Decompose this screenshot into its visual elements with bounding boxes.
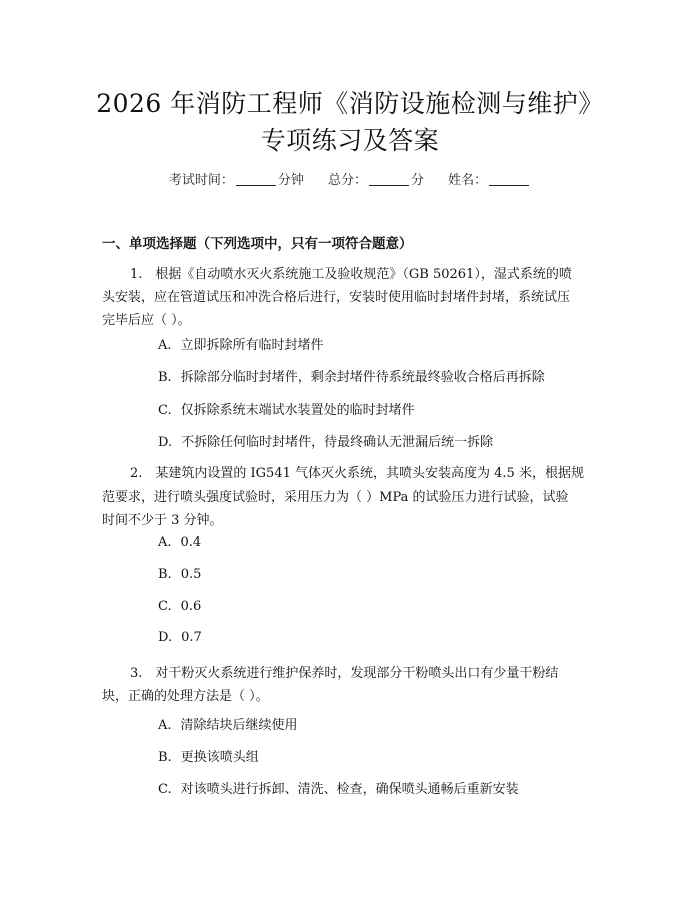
- document-title-line-2: 专项练习及答案: [260, 126, 440, 155]
- option-text: 立即拆除所有临时封堵件: [180, 338, 324, 353]
- question-1-option-a: [158, 334, 324, 353]
- total-score-field: [328, 173, 428, 188]
- option-letter: C.: [158, 403, 172, 418]
- question-1-option-d: [158, 431, 493, 450]
- question-2-option-d: [158, 630, 202, 645]
- total-score-label: 总分：: [327, 173, 367, 188]
- option-text: 对该喷头进行拆卸、清洗、检查，确保喷头通畅后重新安装: [180, 782, 519, 797]
- option-text: 不拆除任何临时封堵件，待最终确认无泄漏后统一拆除: [181, 435, 494, 450]
- option-text: 0.5: [180, 567, 202, 582]
- name-field: [448, 173, 531, 188]
- question-2-line-2: 范要求，进行喷头强度试验时，采用压力为（ ）MPa 的试验压力进行试验，试验: [102, 490, 569, 505]
- name-label: 姓名：: [448, 173, 488, 188]
- option-letter: D.: [158, 435, 173, 450]
- question-1-line-3: 完毕后应（ ）。: [102, 313, 191, 328]
- total-score-unit: 分: [411, 173, 425, 188]
- exam-time-unit: 分钟: [277, 173, 304, 188]
- option-text: 清除结块后继续使用: [180, 718, 298, 733]
- option-text: 更换该喷头组: [180, 750, 259, 765]
- exam-time-label: 考试时间：: [168, 173, 234, 188]
- option-text: 仅拆除系统末端试水装置处的临时封堵件: [180, 403, 415, 418]
- question-3-option-b: [158, 746, 259, 765]
- exam-info-row: [0, 169, 700, 188]
- option-letter: A.: [158, 338, 172, 353]
- option-text: 拆除部分临时封堵件，剩余封堵件待系统最终验收合格后再拆除: [180, 370, 545, 385]
- question-2-option-a: [158, 535, 201, 550]
- option-letter: A.: [158, 535, 172, 550]
- question-2-line-1: 2. 某建筑内设置的 IG541 气体灭火系统，其喷头安装高度为 4.5 米，根据规: [130, 466, 584, 481]
- question-3-option-c: [158, 778, 519, 797]
- option-text: 0.4: [180, 535, 202, 550]
- option-letter: B.: [158, 750, 172, 765]
- option-text: 0.7: [181, 630, 202, 645]
- question-1-line-2: 头安装，应在管道试压和冲洗合格后进行，安装时使用临时封堵件封堵，系统试压: [102, 290, 571, 305]
- option-letter: C.: [158, 599, 172, 614]
- option-letter: A.: [158, 718, 172, 733]
- option-text: 0.6: [180, 599, 202, 614]
- question-1-line-1: 1. 根据《自动喷水灭火系统施工及验收规范》（GB 50261），湿式系统的喷: [130, 267, 572, 282]
- question-3-line-2: 块，正确的处理方法是（ ）。: [102, 689, 269, 704]
- option-letter: B.: [158, 567, 172, 582]
- exam-time-blank: [236, 173, 276, 186]
- question-1-option-b: [158, 366, 545, 385]
- name-blank: [489, 173, 529, 186]
- option-letter: C.: [158, 782, 172, 797]
- option-letter: B.: [158, 370, 172, 385]
- exam-time-field: [169, 173, 308, 188]
- question-2-option-b: [158, 567, 201, 582]
- question-3-option-a: [158, 714, 298, 733]
- total-score-blank: [369, 173, 409, 186]
- question-1-option-c: [158, 399, 415, 418]
- section-heading: 一、单项选择题（下列选项中，只有一项符合题意）: [102, 236, 413, 252]
- question-3-line-1: 3. 对干粉灭火系统进行维护保养时，发现部分干粉喷头出口有少量干粉结: [130, 666, 559, 681]
- question-2-line-3: 时间不少于 3 分钟。: [102, 513, 223, 528]
- option-letter: D.: [158, 630, 173, 645]
- document-title-line-1: 2026 年消防工程师《消防设施检测与维护》: [96, 89, 604, 118]
- question-2-option-c: [158, 599, 201, 614]
